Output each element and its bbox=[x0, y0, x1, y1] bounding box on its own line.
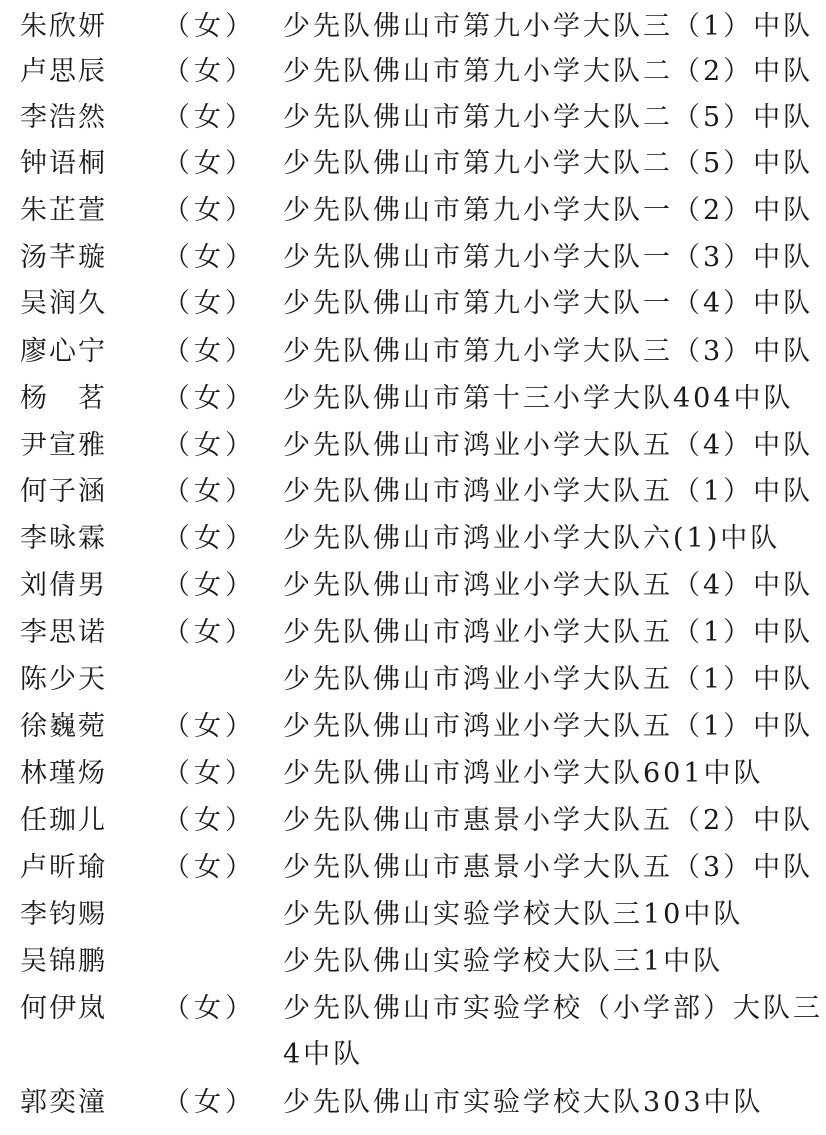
member-name: 李咏霖 bbox=[20, 523, 107, 554]
member-gender: （女） bbox=[163, 430, 256, 461]
member-name: 汤芊璇 bbox=[20, 242, 107, 273]
member-organization: 少先队佛山市第九小学大队三（3）中队 bbox=[283, 336, 814, 367]
member-name: 李浩然 bbox=[20, 102, 107, 133]
member-organization: 少先队佛山市第九小学大队二（5）中队 bbox=[283, 102, 814, 133]
member-name: 徐巍菀 bbox=[20, 711, 107, 742]
member-name: 李思诺 bbox=[20, 617, 107, 648]
member-organization: 少先队佛山市实验学校（小学部）大队三4中队 bbox=[283, 993, 823, 1070]
member-gender: （女） bbox=[163, 11, 256, 42]
member-organization: 少先队佛山市鸿业小学大队五（4）中队 bbox=[283, 430, 814, 461]
member-gender: （女） bbox=[163, 56, 256, 87]
member-organization: 少先队佛山市第九小学大队一（4）中队 bbox=[283, 288, 814, 319]
member-organization: 少先队佛山市鸿业小学大队601中队 bbox=[283, 758, 764, 789]
member-gender: （女） bbox=[163, 102, 256, 133]
member-name: 林瑾炀 bbox=[20, 758, 107, 789]
member-gender: （女） bbox=[163, 242, 256, 273]
member-organization: 少先队佛山市第九小学大队一（3）中队 bbox=[283, 242, 814, 273]
member-name: 吴润久 bbox=[20, 288, 107, 319]
member-name: 杨 茗 bbox=[20, 383, 107, 414]
member-name: 何子涵 bbox=[20, 476, 107, 507]
member-name: 陈少天 bbox=[20, 664, 107, 695]
member-organization: 少先队佛山市鸿业小学大队六(1)中队 bbox=[283, 523, 781, 554]
member-organization: 少先队佛山实验学校大队三1中队 bbox=[283, 946, 724, 977]
member-organization: 少先队佛山市第九小学大队一（2）中队 bbox=[283, 195, 814, 226]
member-gender: （女） bbox=[163, 993, 256, 1024]
member-gender: （女） bbox=[163, 336, 256, 367]
member-organization: 少先队佛山市第十三小学大队404中队 bbox=[283, 383, 794, 414]
member-organization: 少先队佛山市惠景小学大队五（2）中队 bbox=[283, 805, 814, 836]
member-name: 刘倩男 bbox=[20, 570, 107, 601]
member-name: 钟语桐 bbox=[20, 148, 107, 179]
member-organization: 少先队佛山市第九小学大队二（2）中队 bbox=[283, 56, 814, 87]
member-gender: （女） bbox=[163, 617, 256, 648]
member-name: 任珈儿 bbox=[20, 805, 107, 836]
member-name: 卢昕瑜 bbox=[20, 852, 107, 883]
member-organization: 少先队佛山市鸿业小学大队五（1）中队 bbox=[283, 617, 814, 648]
member-name: 郭奕潼 bbox=[20, 1087, 107, 1118]
member-gender: （女） bbox=[163, 148, 256, 179]
member-organization: 少先队佛山市鸿业小学大队五（1）中队 bbox=[283, 664, 814, 695]
member-organization: 少先队佛山市鸿业小学大队五（1）中队 bbox=[283, 476, 814, 507]
member-name: 朱芷萱 bbox=[20, 195, 107, 226]
member-organization: 少先队佛山市鸿业小学大队五（1）中队 bbox=[283, 711, 814, 742]
member-organization: 少先队佛山实验学校大队三10中队 bbox=[283, 899, 744, 930]
member-gender: （女） bbox=[163, 195, 256, 226]
member-name: 何伊岚 bbox=[20, 993, 107, 1024]
member-gender: （女） bbox=[163, 523, 256, 554]
member-name: 尹宣雅 bbox=[20, 430, 107, 461]
member-organization: 少先队佛山市第九小学大队三（1）中队 bbox=[283, 11, 814, 42]
member-gender: （女） bbox=[163, 288, 256, 319]
member-name: 吴锦鹏 bbox=[20, 946, 107, 977]
member-organization: 少先队佛山市鸿业小学大队五（4）中队 bbox=[283, 570, 814, 601]
member-organization: 少先队佛山市惠景小学大队五（3）中队 bbox=[283, 852, 814, 883]
member-organization: 少先队佛山市实验学校大队303中队 bbox=[283, 1087, 764, 1118]
member-gender: （女） bbox=[163, 852, 256, 883]
member-name: 李钧赐 bbox=[20, 899, 107, 930]
member-gender: （女） bbox=[163, 570, 256, 601]
member-name: 卢思辰 bbox=[20, 56, 107, 87]
member-name: 廖心宁 bbox=[20, 336, 107, 367]
member-gender: （女） bbox=[163, 711, 256, 742]
member-gender: （女） bbox=[163, 476, 256, 507]
member-organization: 少先队佛山市第九小学大队二（5）中队 bbox=[283, 148, 814, 179]
member-name: 朱欣妍 bbox=[20, 11, 107, 42]
member-gender: （女） bbox=[163, 758, 256, 789]
member-gender: （女） bbox=[163, 805, 256, 836]
member-gender: （女） bbox=[163, 1087, 256, 1118]
member-gender: （女） bbox=[163, 383, 256, 414]
